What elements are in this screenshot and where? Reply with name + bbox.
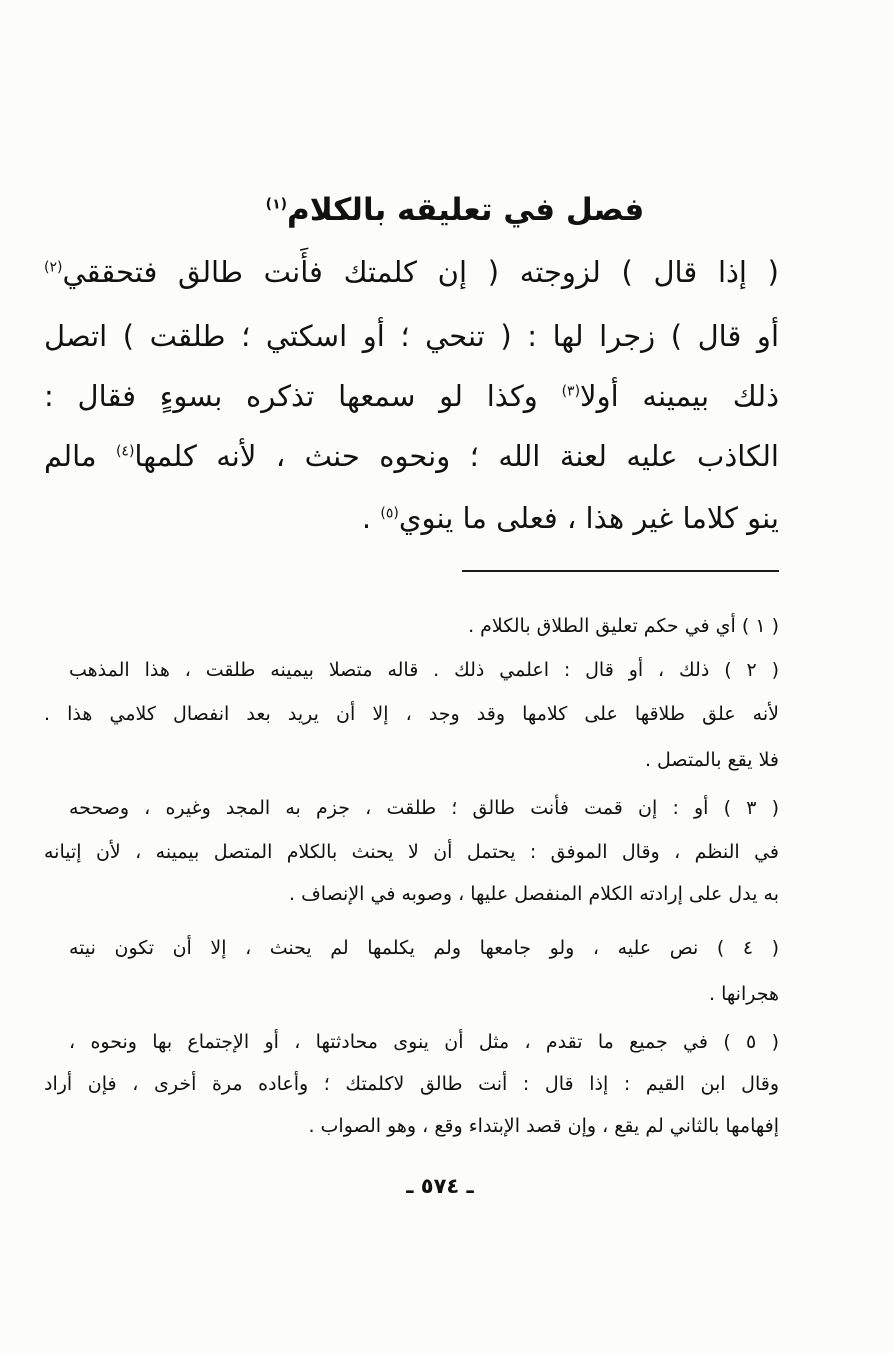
footnote-marker: ( ٢ ) <box>724 659 780 681</box>
main-line-text: ( إذا قال ) لزوجته ( إن كلمتك فأَنت طالق فتحققي <box>62 255 779 289</box>
footnote-line: في النظم ، وقال الموفق : يحتمل أن لا يحنث بالكلام المتصل بيمينه ، لأن إتيانه <box>44 841 779 863</box>
page-number: ـ ٥٧٤ ـ <box>406 1174 474 1198</box>
footnote-line: فلا يقع بالمتصل . <box>644 749 779 771</box>
main-line <box>44 242 779 302</box>
footnote-marker: ( ٣ ) <box>723 797 780 819</box>
footnote-ref: (٥) <box>380 505 399 522</box>
footnote-line: أي في حكم تعليق الطلاق بالكلام . <box>468 615 736 637</box>
footnote-line: ذلك ، أو قال : اعلمي ذلك . قاله متصلا بيمينه طلقت ، هذا المذهب <box>69 659 710 681</box>
footnote-line: وقال ابن القيم : إذا قال : أنت طالق لاكلمتك ؛ وأعاده مرة أخرى ، فإن أراد <box>44 1073 779 1095</box>
footnote-line: في جميع ما تقدم ، مثل أن ينوى محادثتها ، أو الإجتماع بها ونحوه ، <box>69 1031 708 1053</box>
main-line-text: ذلك بيمينه أولا <box>580 379 779 413</box>
footnote-separator <box>462 570 779 572</box>
footnote-5 <box>69 1024 779 1060</box>
main-line-text: وكذا لو سمعها تذكره بسوءٍ فقال : <box>44 379 562 413</box>
footnote-ref: (٣) <box>561 383 581 400</box>
main-line <box>44 488 779 548</box>
footnote-line: نص عليه ، ولو جامعها ولم يكلمها لم يحنث ، إلا أن تكون نيته <box>69 937 699 959</box>
main-line <box>44 366 779 426</box>
main-line-text: مالم <box>44 439 116 473</box>
footnote-ref: (٢) <box>44 259 63 276</box>
footnote-3 <box>69 790 779 826</box>
main-line <box>44 426 779 486</box>
footnote-1 <box>69 608 779 644</box>
section-heading <box>60 186 850 234</box>
footnote-line: لأنه علق طلاقها على كلامها وقد وجد ، إلا أن يريد بعد انفصال كلامي هذا . <box>44 703 779 725</box>
footnote-line: إفهامها بالثاني لم يقع ، وإن قصد الإبتداء وقع ، وهو الصواب . <box>308 1115 779 1137</box>
footnote-line: هجرانها . <box>709 983 779 1005</box>
main-line-text: أو قال ) زجرا لها : ( تنحي ؛ أو اسكتي ؛ طلقت ) اتصل <box>44 319 779 353</box>
footnote-2 <box>69 652 779 688</box>
footnote-marker: ( ٥ ) <box>723 1031 779 1053</box>
footnote-marker: ( ١ ) <box>741 615 779 637</box>
footnote-ref: (٤) <box>115 443 135 460</box>
footnote-line: أو : إن قمت فأنت طالق ؛ طلقت ، جزم به المجد وغيره ، وصححه <box>69 797 709 819</box>
footnote-ref: (١) <box>265 196 288 213</box>
main-line-text: . <box>361 501 381 535</box>
footnote-line: به يدل على إرادته الكلام المنفصل عليها ، وصوبه في الإنصاف . <box>289 883 779 905</box>
footnote-4 <box>69 930 779 966</box>
main-line-text: ينو كلاما غير هذا ، فعلى ما ينوي <box>398 501 779 535</box>
main-line-text: الكاذب عليه لعنة الله ؛ ونحوه حنث ، لأنه كلمها <box>134 439 779 473</box>
section-title: فصل في تعليقه بالكلام <box>287 192 645 228</box>
footnote-marker: ( ٤ ) <box>716 937 780 959</box>
main-line <box>44 306 779 366</box>
